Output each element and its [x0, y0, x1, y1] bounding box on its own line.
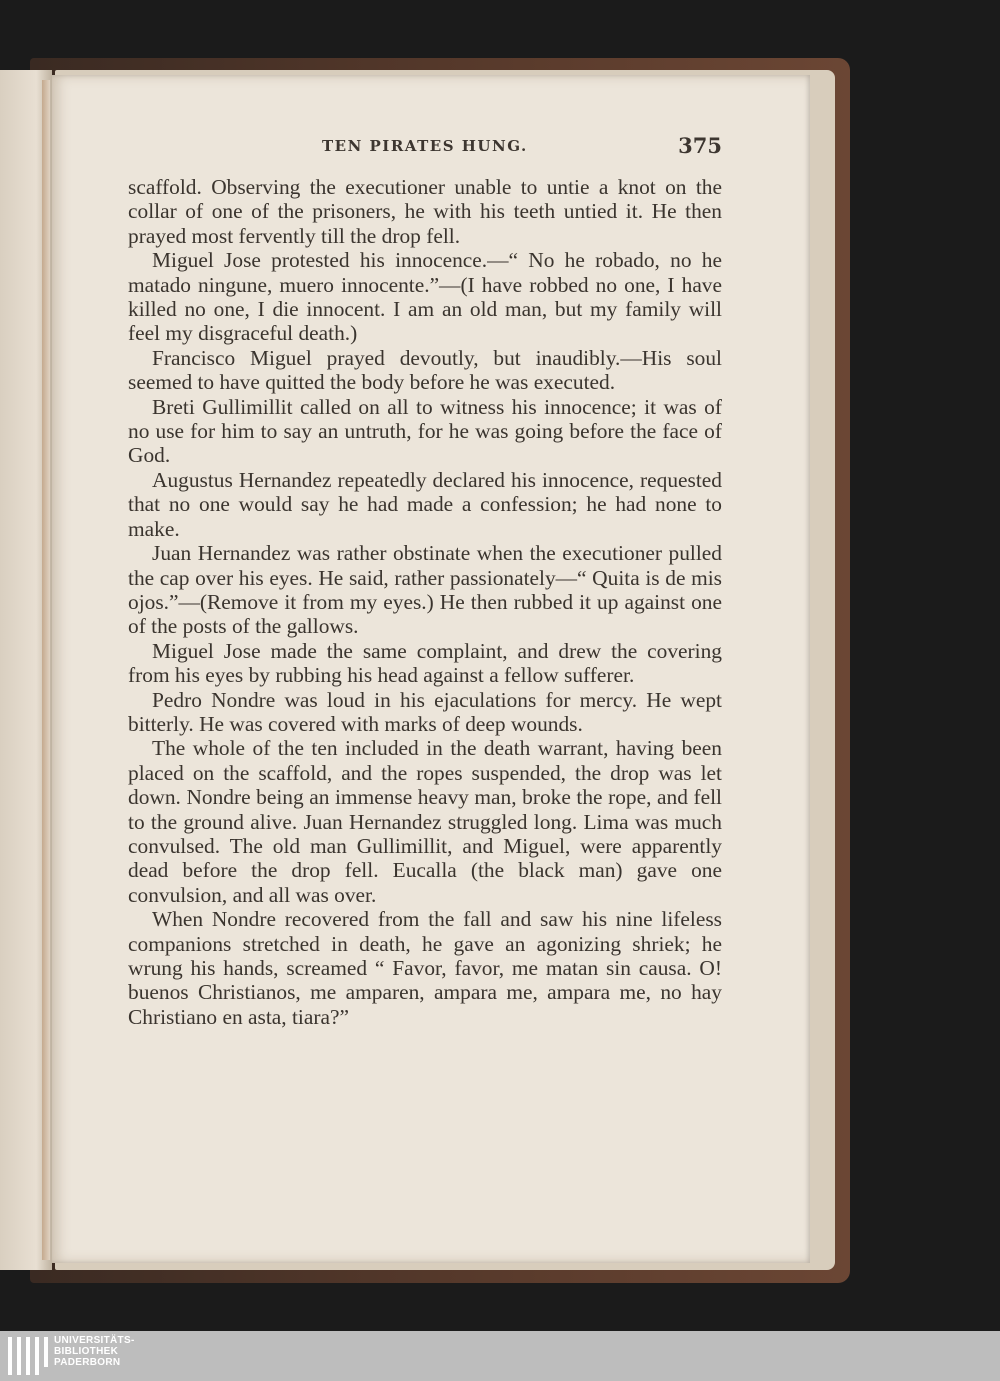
paragraph: Miguel Jose protested his innocence.—“ No he robado, no he matado ningune, muero innocente.”—(I have robbed no one, I have killed no one, I die innocent. I am an old man, but my family will feel my disgraceful death.) [128, 248, 722, 346]
paragraph: Juan Hernandez was rather obstinate when the executioner pulled the cap over his eyes. He said, rather passionately—“ Quita is de mis ojos.”—(Remove it from my eyes.) He then rubbed it up against one of the posts of the gallows. [128, 541, 722, 639]
paragraph: Francisco Miguel prayed devoutly, but inaudibly.—His soul seemed to have quitted the body before he was executed. [128, 345, 722, 395]
gutter [42, 80, 50, 1260]
page-number: 375 [678, 133, 722, 158]
paragraph: Augustus Hernandez repeatedly declared his innocence, requested that no one would say he had made a confession; he had none to make. [128, 467, 722, 541]
paragraph: Breti Gullimillit called on all to witness his innocence; it was of no use for him to say an untruth, for he was going before the face of God. [128, 394, 722, 468]
library-logo-text [54, 1335, 135, 1368]
paragraph: Miguel Jose made the same complaint, and drew the covering from his eyes by rubbing his head against a fellow sufferer. [128, 638, 722, 688]
library-logo-icon [8, 1337, 48, 1375]
paragraph: scaffold. Observing the executioner unable to untie a knot on the collar of one of the prisoners, he with his teeth untied it. He then prayed most fervently till the drop fell. [128, 175, 722, 248]
paragraph: Pedro Nondre was loud in his ejaculations for mercy. He wept bitterly. He was covered with marks of deep wounds. [128, 687, 722, 736]
paragraph: When Nondre recovered from the fall and saw his nine lifeless companions stretched in death, he gave an agonizing shriek; he wrung his hands, screamed “ Favor, favor, me matan sin causa. O! buenos Christianos, me amparen, ampara me, ampara me, no hay Christiano en asta, tiara?” [128, 907, 722, 1029]
logo-line: UNIVERSITÄTS- [54, 1335, 135, 1346]
library-footer [0, 1331, 1000, 1381]
logo-line: BIBLIOTHEK [54, 1346, 119, 1357]
paragraph: The whole of the ten included in the death warrant, having been placed on the scaffold, and the ropes suspended, the drop was let down. Nondre being an immense heavy man, broke the rope, and fell to the ground alive. Juan Hernandez struggled long. Lima was much convulsed. The old man Gullimillit, and Miguel, were apparently dead before the drop fell. Eucalla (the black man) gave one convulsion, and all was over. [128, 736, 722, 907]
running-head [52, 135, 810, 161]
book-page [52, 75, 810, 1263]
logo-line: PADERBORN [54, 1357, 121, 1368]
running-title: TEN PIRATES HUNG. [322, 137, 528, 155]
body-text [128, 175, 722, 1029]
